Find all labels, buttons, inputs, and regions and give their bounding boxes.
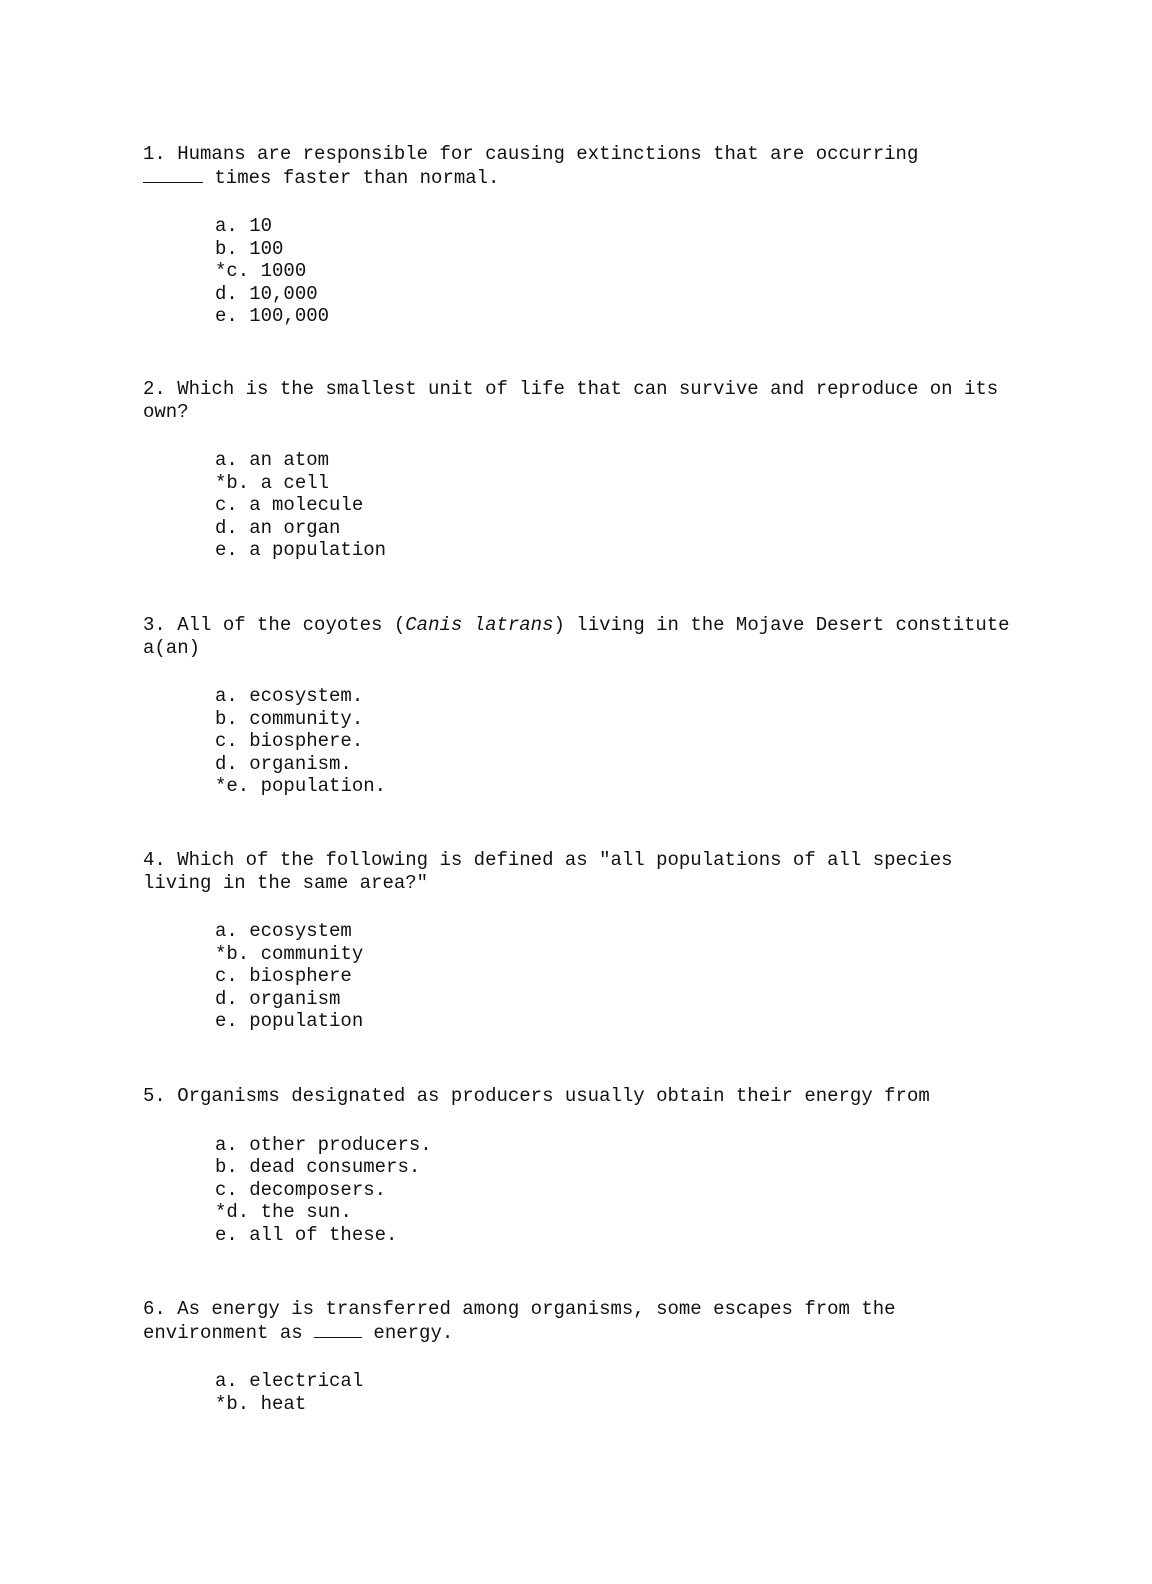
species-name: Canis latrans [405, 614, 554, 636]
question-number: 5. [143, 1085, 166, 1107]
option-item: c. a molecule [215, 494, 364, 516]
option-item: d. organism [215, 987, 341, 1010]
option-item: d. 10,000 [215, 282, 318, 305]
answer-blank [143, 166, 203, 183]
question-number: 2. [143, 378, 166, 400]
question-number: 1. [143, 143, 166, 165]
answer-options [215, 449, 1013, 562]
option-item: c. biosphere. [215, 730, 364, 752]
question-number: 6. [143, 1298, 166, 1320]
question-4 [143, 849, 1013, 1033]
option-item: a. ecosystem [215, 920, 352, 942]
question-stem: 1. Humans are responsible for causing extinctions that are occurring times faster than normal. [143, 143, 919, 189]
option-item: c. biosphere [215, 965, 352, 987]
question-number: 4. [143, 849, 166, 871]
question-3 [143, 614, 1021, 798]
option-item: b. dead consumers. [215, 1156, 421, 1178]
question-1 [143, 143, 1013, 328]
question-stem: 6. As energy is transferred among organisms, some escapes from the environment as energy. [143, 1298, 907, 1344]
question-2 [143, 378, 1013, 562]
question-stem: 4. Which of the following is defined as "all populations of all species living in the same area?" [143, 849, 964, 894]
question-stem: 2. Which is the smallest unit of life that can survive and reproduce on its own? [143, 378, 1010, 423]
option-item: *c. 1000 [215, 260, 307, 282]
option-item: a. an atom [215, 449, 330, 471]
question-stem: 3. All of the coyotes (Canis latrans) living in the Mojave Desert constitute a(an) [143, 614, 1021, 659]
option-item: e. all of these. [215, 1223, 398, 1246]
option-item: a. other producers. [215, 1133, 432, 1156]
answer-blank [314, 1321, 362, 1338]
option-item: *b. community [215, 942, 364, 965]
option-item: *d. the sun. [215, 1201, 352, 1223]
option-item: *e. population. [215, 775, 387, 797]
answer-options [215, 215, 1013, 328]
option-item: d. organism. [215, 752, 352, 775]
question-number: 3. [143, 614, 166, 636]
option-item: e. a population [215, 539, 387, 561]
option-item: b. 100 [215, 237, 284, 260]
option-item: b. community. [215, 707, 364, 730]
option-item: a. 10 [215, 215, 273, 237]
option-item: *b. a cell [215, 471, 330, 494]
option-item: e. 100,000 [215, 305, 330, 327]
answer-options [215, 685, 1013, 798]
answer-options [215, 1370, 1013, 1415]
option-item: *b. heat [215, 1392, 307, 1415]
question-6 [143, 1298, 1013, 1415]
option-item: a. ecosystem. [215, 685, 364, 707]
answer-options [215, 1134, 1013, 1247]
option-item: d. an organ [215, 516, 341, 539]
option-item: e. population [215, 1010, 364, 1032]
question-stem: 5. Organisms designated as producers usually obtain their energy from [143, 1085, 930, 1107]
question-5 [143, 1085, 1013, 1246]
answer-options [215, 920, 1013, 1033]
option-item: a. electrical [215, 1370, 364, 1392]
option-item: c. decomposers. [215, 1178, 387, 1201]
